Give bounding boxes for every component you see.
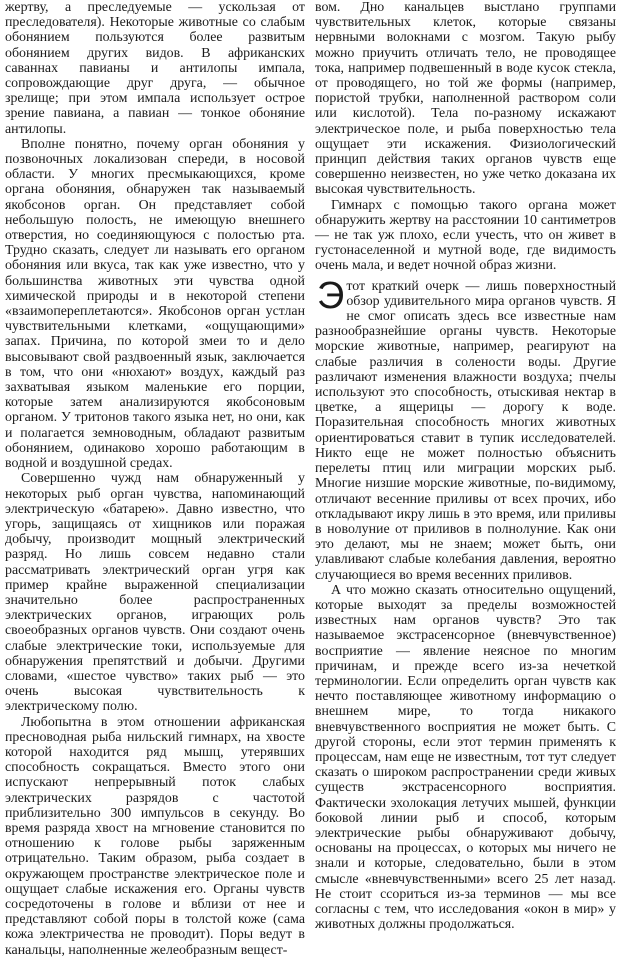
paragraph: жертву, а преследуемые — ускользая от преследователя). Некоторые животные со слабым обонянием пользуются более развитым обонянием других видов. В африканских саваннах павианы и антилопы импала, сопровождающие друг друга, — обычное зрелище; при этом импала использует острое зрение павиана, а павиан — тонкое обоняние антилопы. bbox=[5, 0, 305, 137]
paragraph: Вполне понятно, почему орган обоняния у позвоночных локализован спереди, в носовой области. У многих пресмыкающихся, кроме органа обоняния, обнаружен так называемый якобсонов орган. Он представляет собой небольшую полость, не имеющую внешнего отверстия, но соединяющуюся с полостью рта. Трудно сказать, следует ли называть его органом обоняния или вкуса, так как уже известно, что у большинства животных эти чувства одной химической природы и в некоторой степени «взаимопереплетаются». Якобсонов орган устлан чувствительными клетками, «ощущающими» запах. Причина, по которой змеи то и дело высовывают свой раздвоенный язык, заключается в том, что они «нюхают» воздух, каждый раз захватывая языком маленькие его порции, которые затем анализируются якобсоновым органом. У тритонов такого языка нет, но они, как и полагается земноводным, обладают развитым обонянием, одинаково хорошо работающим в водной и воздушной средах. bbox=[5, 136, 305, 472]
section-start-paragraph bbox=[315, 274, 616, 583]
right-column bbox=[315, 0, 616, 933]
left-column bbox=[4, 0, 305, 958]
paragraph: Гимнарх с помощью такого органа может обнаружить жертву на расстоянии 10 сантиметров — не так уж плохо, если учесть, что он живет в густонаселенной и мутной воде, где видимость очень мала, и ведет ночной образ жизни. bbox=[315, 197, 616, 274]
section-start-text: тот краткий очерк — лишь поверхностный обзор удивительного мира органов чувств. Я не смог описать здесь все известные нам разнообразнейшие органы чувств. Некоторые морские животные, например, реагируют на слабые различия в солености воды. Другие различают изменения влажности воздуха; пчелы используют это способность, отыскивая нектар в цветке, а ящерицы — дорогу к воде. Поразительная способность многих животных ориентироваться ставит в тупик исследователей. Никто еще не может полностью объяснить перелеты птиц или миграции морских рыб. Многие низшие морские животные, по-видимому, отличают весенние приливы от всех прочих, ибо откладывают икру лишь в это время, или приливы в новолуние от приливов в полнолуние. Как они это делают, мы не знаем; может быть, они улавливают слабые колебания давления, вероятно случающиеся во время весенних приливов. bbox=[315, 278, 616, 583]
paragraph: вом. Дно канальцев выстлано группами чувствительных клеток, которые связаны нервными волокнами с мозгом. Такую рыбу можно приучить отличать тело, не проводящее тока, например подвешенный в воде кусок стекла, от проводящего, но той же формы (например, пористой трубки, наполненной раствором соли или кислотой). Тела по-разному искажают электрическое поле, и рыба поверхностью тела ощущает эти искажения. Физиологический принцип действия таких органов чувств еще совершенно неизвестен, но уже четко доказана их высокая чувствительность. bbox=[315, 0, 616, 198]
paragraph: Любопытна в этом отношении африканская пресноводная рыба нильский гимнарх, на хвосте которой находится ряд мышц, утерявших способность сокращаться. Вместо этого они испускают непрерывный поток слабых электрических разрядов с частотой приблизительно 300 импульсов в секунду. Во время разряда хвост на мгновение становится по отношению к голове рыбы заряженным отрицательно. Таким образом, рыба создает в окружающем пространстве электрическое поле и ощущает слабые искажения его. Органы чувств сосредоточены в голове и вблизи от нее и представляют собой поры в толстой коже (сама кожа электричества не проводит). Поры ведут в канальцы, наполненные желеобразным вещест- bbox=[5, 714, 305, 958]
paragraph: А что можно сказать относительно ощущений, которые выходят за пределы возможностей известных нам органов чувств? Это так называемое экстрасенсорное (вневчувственное) восприятие — явление неясное по многим причинам, и прежде всего из-за нечеткой терминологии. Если определить орган чувств как нечто поставляющее животному информацию о внешнем мире, то тогда никакого вневчувственного восприятия не может быть. С другой стороны, если этот термин применять к процессам, нам еще не известным, тот тут следует сказать о широком распространении среди живых существ экстрасенсорного восприятия. Фактически эхолокация летучих мышей, функции боковой линии рыб и способ, которым электрические рыбы обнаруживают добычу, основаны на процессах, о которых мы ничего не знали и которые, следовательно, были в этом смысле «вневчувственными» всего 25 лет назад. Не стоит ссориться из-за терминов — мы все согласны с тем, что исследования «окон в мир» у животных должны продолжаться. bbox=[315, 582, 616, 933]
drop-cap-letter: Э bbox=[317, 274, 345, 317]
paragraph: Совершенно чужд нам обнаруженный у некоторых рыб орган чувства, напоминающий электрическую «батарею». Давно известно, что угорь, защищаясь от хищников или поражая добычу, производит мощный электрический разряд. Но лишь совсем недавно стали рассматривать электрический орган угря как пример крайне выраженной специализации значительно более распространенных электрических органов, играющих роль своеобразных органов чувств. Они создают очень слабые электрические токи, используемые для обнаружения препятствий и добычи. Другими словами, «шестое чувство» таких рыб — это очень высокая чувствительность к электрическому полю. bbox=[5, 471, 305, 715]
